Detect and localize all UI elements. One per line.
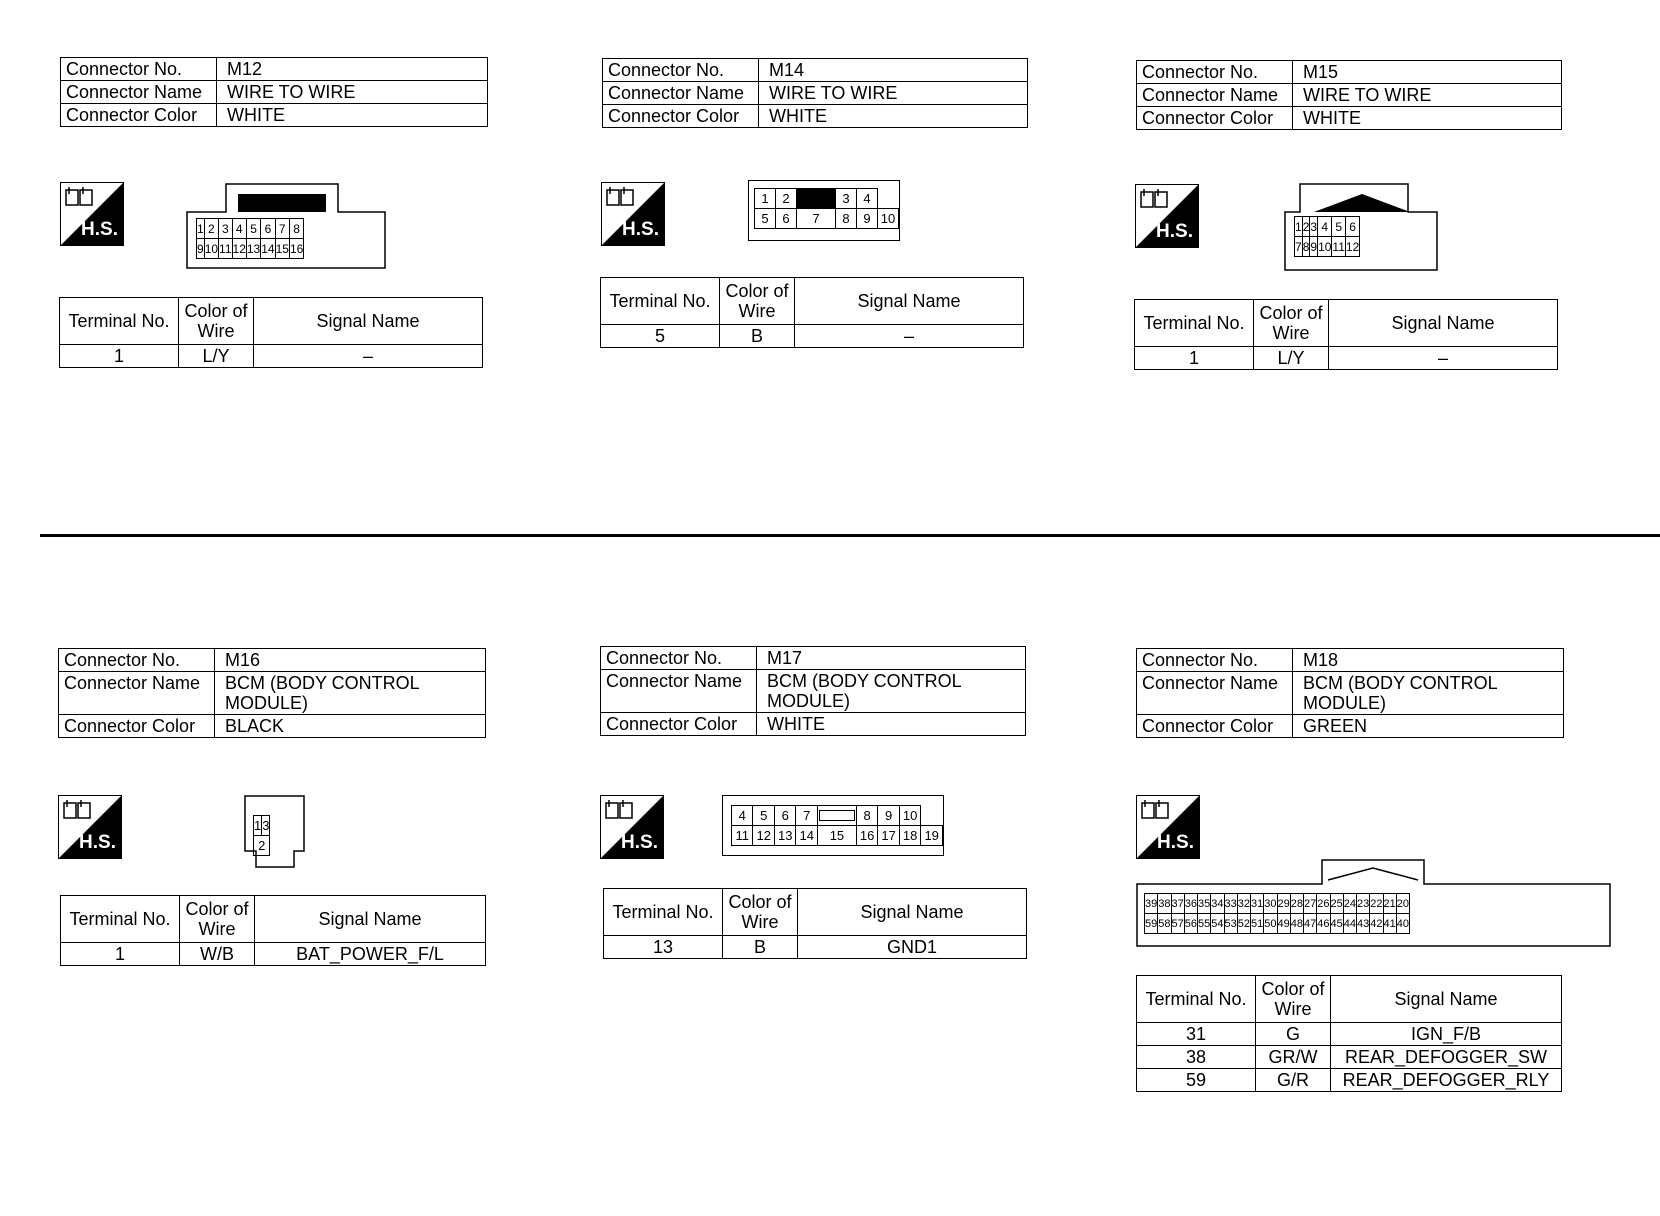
- connector-pin: 54: [1211, 914, 1224, 934]
- connector-pin: 24: [1343, 894, 1356, 914]
- wire-color-header: Color of Wire: [1254, 300, 1329, 347]
- connector-no-value: M16: [215, 649, 486, 672]
- connector-name-value: BCM (BODY CONTROL MODULE): [215, 672, 486, 715]
- connector-pin: 4: [732, 806, 753, 826]
- connector-name-label: Connector Name: [1137, 84, 1293, 107]
- connector-pin-blank: [818, 806, 857, 826]
- connector-color-value: WHITE: [217, 104, 488, 127]
- connector-pin: 47: [1304, 914, 1317, 934]
- connector-pin: 6: [261, 219, 275, 239]
- connector-hand-icon: [606, 186, 638, 210]
- signal-cell: REAR_DEFOGGER_SW: [1331, 1046, 1562, 1069]
- connector-pin: 21: [1383, 894, 1396, 914]
- connector-no-label: Connector No.: [1137, 649, 1293, 672]
- connector-no-value: M12: [217, 58, 488, 81]
- connector-pin: 16: [289, 239, 303, 259]
- connector-pin: 55: [1198, 914, 1211, 934]
- connector-no-value: M17: [757, 647, 1026, 670]
- connector-pin: 7: [797, 209, 836, 229]
- connector-hand-icon: [63, 799, 95, 823]
- connector-m16: [58, 648, 486, 738]
- connector-pin: 2: [204, 219, 218, 239]
- terminal-table-m17: [603, 888, 1027, 959]
- connector-color-label: Connector Color: [59, 715, 215, 738]
- connector-pin: 23: [1357, 894, 1370, 914]
- connector-pin: 9: [878, 806, 900, 826]
- connector-pin: 34: [1211, 894, 1224, 914]
- connector-pin: 5: [755, 209, 776, 229]
- terminal-table-m18: [1136, 975, 1562, 1092]
- terminal-table-m15: [1134, 299, 1558, 370]
- connector-name-value: BCM (BODY CONTROL MODULE): [1293, 672, 1564, 715]
- connector-pin: 8: [836, 209, 857, 229]
- hs-label: H.S.: [79, 832, 116, 853]
- connector-pin: 18: [899, 826, 921, 846]
- connector-pin: 1: [254, 816, 262, 836]
- connector-pin: 45: [1330, 914, 1343, 934]
- connector-pin: 8: [289, 219, 303, 239]
- connector-info-table: [60, 57, 488, 127]
- terminal-no-header: Terminal No.: [601, 278, 720, 325]
- wire-cell: B: [723, 936, 798, 959]
- connector-pin: 3: [219, 219, 232, 239]
- signal-cell: BAT_POWER_F/L: [255, 943, 486, 966]
- connector-name-value: WIRE TO WIRE: [1293, 84, 1562, 107]
- connector-pin: 26: [1317, 894, 1330, 914]
- connector-m15: [1136, 60, 1562, 130]
- signal-cell: REAR_DEFOGGER_RLY: [1331, 1069, 1562, 1092]
- connector-pin: 5: [246, 219, 260, 239]
- connector-pin: 53: [1224, 914, 1237, 934]
- connector-pin: 13: [774, 826, 796, 846]
- harness-side-icon: [600, 795, 664, 859]
- wire-color-header: Color of Wire: [1256, 976, 1331, 1023]
- connector-pin: 50: [1264, 914, 1277, 934]
- harness-side-icon: [60, 182, 124, 246]
- connector-color-label: Connector Color: [61, 104, 217, 127]
- connector-pin: 3: [262, 816, 270, 836]
- connector-pin: 12: [753, 826, 775, 846]
- hs-label: H.S.: [621, 832, 658, 853]
- terminal-table-m14: [600, 277, 1024, 348]
- connector-pin: 2: [254, 836, 270, 856]
- harness-side-icon: [1135, 184, 1199, 248]
- hs-label: H.S.: [1156, 221, 1193, 242]
- connector-pin: 3: [1310, 217, 1318, 237]
- harness-side-icon: [601, 182, 665, 246]
- wire-cell: W/B: [180, 943, 255, 966]
- connector-pin: 9: [197, 239, 205, 259]
- connector-name-value: WIRE TO WIRE: [217, 81, 488, 104]
- terminal-cell: 31: [1137, 1023, 1256, 1046]
- connector-pin: 52: [1237, 914, 1250, 934]
- harness-side-icon: [58, 795, 122, 859]
- connector-hand-icon: [1140, 188, 1172, 212]
- connector-pin: 32: [1237, 894, 1250, 914]
- wire-cell: G: [1256, 1023, 1331, 1046]
- terminal-no-header: Terminal No.: [1137, 976, 1256, 1023]
- connector-pin: 20: [1396, 894, 1409, 914]
- connector-pin: 4: [232, 219, 246, 239]
- connector-pin: 5: [753, 806, 775, 826]
- pin-grid: [1294, 216, 1360, 257]
- connector-pin: 6: [1345, 217, 1359, 237]
- connector-m14: [602, 58, 1028, 128]
- signal-name-header: Signal Name: [254, 298, 483, 345]
- terminal-no-header: Terminal No.: [61, 896, 180, 943]
- connector-name-label: Connector Name: [59, 672, 215, 715]
- hs-label: H.S.: [1157, 832, 1194, 853]
- signal-name-header: Signal Name: [1329, 300, 1558, 347]
- connector-no-value: M18: [1293, 649, 1564, 672]
- signal-name-header: Signal Name: [798, 889, 1027, 936]
- connector-pin: 6: [774, 806, 796, 826]
- connector-face-m17: [722, 795, 944, 856]
- connector-no-label: Connector No.: [59, 649, 215, 672]
- harness-side-icon: [1136, 795, 1200, 859]
- pin-grid: [1144, 893, 1410, 934]
- connector-pin: 51: [1251, 914, 1264, 934]
- connector-pin: 7: [275, 219, 289, 239]
- signal-cell: –: [254, 345, 483, 368]
- connector-pin: 9: [857, 209, 878, 229]
- connector-name-label: Connector Name: [61, 81, 217, 104]
- connector-pin: 14: [796, 826, 818, 846]
- wire-color-header: Color of Wire: [179, 298, 254, 345]
- connector-hand-icon: [65, 186, 97, 210]
- connector-pin: 1: [1295, 217, 1303, 237]
- connector-pin: 14: [261, 239, 275, 259]
- signal-cell: IGN_F/B: [1331, 1023, 1562, 1046]
- connector-pin: 4: [857, 189, 878, 209]
- wire-cell: G/R: [1256, 1069, 1331, 1092]
- pin-grid: [196, 218, 304, 259]
- wire-cell: L/Y: [179, 345, 254, 368]
- connector-color-value: BLACK: [215, 715, 486, 738]
- hs-label: H.S.: [622, 219, 659, 240]
- connector-pin: 29: [1277, 894, 1290, 914]
- connector-color-label: Connector Color: [1137, 715, 1293, 738]
- signal-cell: GND1: [798, 936, 1027, 959]
- signal-name-header: Signal Name: [795, 278, 1024, 325]
- terminal-no-header: Terminal No.: [60, 298, 179, 345]
- hs-label: H.S.: [81, 219, 118, 240]
- terminal-cell: 5: [601, 325, 720, 348]
- connector-pin: 9: [1310, 237, 1318, 257]
- connector-pin: 56: [1184, 914, 1197, 934]
- connector-pin: 25: [1330, 894, 1343, 914]
- connector-pin: 36: [1184, 894, 1197, 914]
- connector-pin: 17: [878, 826, 900, 846]
- terminal-no-header: Terminal No.: [604, 889, 723, 936]
- connector-pin: 58: [1158, 914, 1171, 934]
- connector-pin: 38: [1158, 894, 1171, 914]
- connector-name-label: Connector Name: [601, 670, 757, 713]
- connector-pin: 12: [232, 239, 246, 259]
- connector-pin: 11: [219, 239, 232, 259]
- connector-name-label: Connector Name: [603, 82, 759, 105]
- connector-pin: 6: [776, 209, 797, 229]
- connector-m12: [60, 57, 488, 127]
- connector-pin: 4: [1318, 217, 1332, 237]
- connector-pin: 10: [1318, 237, 1332, 257]
- connector-pin: 37: [1171, 894, 1184, 914]
- terminal-table-m16: [60, 895, 486, 966]
- connector-color-label: Connector Color: [601, 713, 757, 736]
- connector-pin: 44: [1343, 914, 1356, 934]
- wire-color-header: Color of Wire: [720, 278, 795, 325]
- terminal-table-m12: [59, 297, 483, 368]
- connector-pin: 30: [1264, 894, 1277, 914]
- connector-no-label: Connector No.: [601, 647, 757, 670]
- connector-info-table: [58, 648, 486, 738]
- connector-info-table: [1136, 648, 1564, 738]
- connector-info-table: [600, 646, 1026, 736]
- connector-pin: 7: [1295, 237, 1303, 257]
- connector-no-label: Connector No.: [603, 59, 759, 82]
- connector-color-label: Connector Color: [603, 105, 759, 128]
- connector-pin: 57: [1171, 914, 1184, 934]
- connector-info-table: [602, 58, 1028, 128]
- connector-hand-icon: [605, 799, 637, 823]
- connector-name-value: BCM (BODY CONTROL MODULE): [757, 670, 1026, 713]
- terminal-no-header: Terminal No.: [1135, 300, 1254, 347]
- connector-no-label: Connector No.: [1137, 61, 1293, 84]
- connector-pin: 13: [246, 239, 260, 259]
- wire-cell: GR/W: [1256, 1046, 1331, 1069]
- terminal-cell: 1: [61, 943, 180, 966]
- connector-color-label: Connector Color: [1137, 107, 1293, 130]
- connector-face-m14: [748, 180, 900, 241]
- wire-color-header: Color of Wire: [180, 896, 255, 943]
- terminal-cell: 59: [1137, 1069, 1256, 1092]
- connector-pin: 48: [1290, 914, 1303, 934]
- connector-pin: 8: [856, 806, 878, 826]
- connector-pin: 2: [1302, 217, 1310, 237]
- terminal-cell: 38: [1137, 1046, 1256, 1069]
- connector-pin: 46: [1317, 914, 1330, 934]
- connector-color-value: WHITE: [1293, 107, 1562, 130]
- connector-name-label: Connector Name: [1137, 672, 1293, 715]
- connector-pin: 22: [1370, 894, 1383, 914]
- pin-grid: [253, 815, 270, 856]
- terminal-cell: 13: [604, 936, 723, 959]
- signal-cell: –: [795, 325, 1024, 348]
- connector-m17: [600, 646, 1026, 736]
- signal-cell: –: [1329, 347, 1558, 370]
- connector-name-value: WIRE TO WIRE: [759, 82, 1028, 105]
- connector-no-label: Connector No.: [61, 58, 217, 81]
- section-divider: [40, 534, 1660, 537]
- connector-pin: 40: [1396, 914, 1409, 934]
- connector-color-value: GREEN: [1293, 715, 1564, 738]
- pin-grid: [754, 188, 899, 229]
- connector-pin: 15: [275, 239, 289, 259]
- connector-pin: 3: [836, 189, 857, 209]
- connector-pin: 11: [1332, 237, 1345, 257]
- connector-pin: 15: [818, 826, 857, 846]
- connector-color-value: WHITE: [757, 713, 1026, 736]
- connector-pin: 10: [878, 209, 899, 229]
- wire-color-header: Color of Wire: [723, 889, 798, 936]
- connector-no-value: M15: [1293, 61, 1562, 84]
- connector-pin: 5: [1332, 217, 1345, 237]
- connector-info-table: [1136, 60, 1562, 130]
- connector-no-value: M14: [759, 59, 1028, 82]
- wire-cell: L/Y: [1254, 347, 1329, 370]
- connector-color-value: WHITE: [759, 105, 1028, 128]
- wire-cell: B: [720, 325, 795, 348]
- connector-pin-blank: [797, 189, 836, 209]
- connector-pin: 35: [1198, 894, 1211, 914]
- connector-pin: 31: [1251, 894, 1264, 914]
- connector-pin: 10: [899, 806, 921, 826]
- connector-pin: 7: [796, 806, 818, 826]
- terminal-cell: 1: [1135, 347, 1254, 370]
- signal-name-header: Signal Name: [255, 896, 486, 943]
- connector-pin: 27: [1304, 894, 1317, 914]
- connector-pin: 43: [1357, 914, 1370, 934]
- connector-pin: 16: [856, 826, 878, 846]
- pin-grid: [731, 805, 943, 846]
- connector-pin: 12: [1345, 237, 1359, 257]
- connector-pin: 1: [197, 219, 205, 239]
- connector-hand-icon: [1141, 799, 1173, 823]
- terminal-cell: 1: [60, 345, 179, 368]
- connector-pin: 49: [1277, 914, 1290, 934]
- connector-pin: 28: [1290, 894, 1303, 914]
- connector-pin: 59: [1145, 914, 1158, 934]
- signal-name-header: Signal Name: [1331, 976, 1562, 1023]
- connector-pin: 2: [776, 189, 797, 209]
- connector-m18: [1136, 648, 1564, 738]
- connector-pin: 10: [204, 239, 218, 259]
- connector-pin: 19: [921, 826, 943, 846]
- connector-pin: 39: [1145, 894, 1158, 914]
- connector-pin: 8: [1302, 237, 1310, 257]
- connector-pin: 41: [1383, 914, 1396, 934]
- connector-pin: 42: [1370, 914, 1383, 934]
- connector-pin: 33: [1224, 894, 1237, 914]
- connector-pin: 11: [732, 826, 753, 846]
- connector-pin: 1: [755, 189, 776, 209]
